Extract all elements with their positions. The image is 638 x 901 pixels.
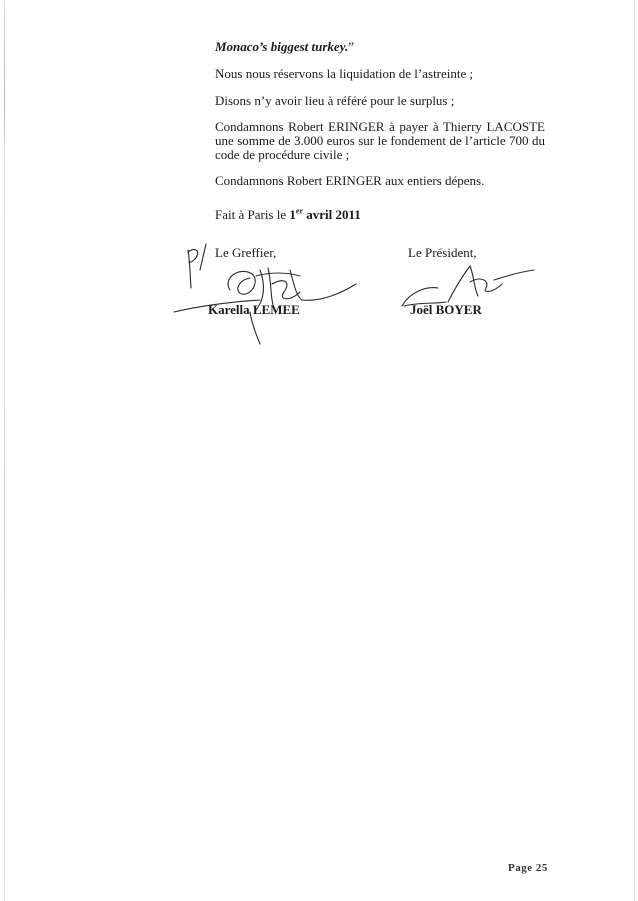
quote-closing-line — [215, 40, 545, 54]
president-name: Joël BOYER — [410, 302, 482, 317]
greffier-name: Karella LEMEE — [208, 302, 300, 317]
date-prefix: Fait à Paris le — [215, 207, 290, 222]
paragraph-depens: Condamnons Robert ERINGER aux entiers dépens. — [215, 173, 485, 188]
scan-edge-left — [4, 0, 5, 901]
paragraph-condamnation-paiement: Condamnons Robert ERINGER à payer à Thierry LACOSTE une somme de 3.000 euros sur le fondement de l’article 700 du code de procédure civile ; — [215, 119, 545, 162]
page-number: Page 25 — [508, 862, 548, 874]
date-day-number: 1 — [289, 207, 296, 222]
greffier-label: Le Greffier, — [215, 245, 277, 260]
paragraph-refere: Disons n’y avoir lieu à référé pour le surplus ; — [215, 93, 455, 108]
president-label: Le Président, — [408, 245, 477, 260]
quote-mark: ” — [348, 39, 355, 54]
date-day-suffix: er — [295, 206, 303, 216]
quote-text: Monaco’s biggest turkey. — [215, 39, 349, 54]
date-month-year: avril 2011 — [303, 207, 361, 222]
date-line — [215, 208, 545, 222]
scan-edge-right — [634, 0, 635, 901]
date-day — [289, 207, 360, 222]
paragraph-astreinte: Nous nous réservons la liquidation de l’astreinte ; — [215, 66, 474, 81]
